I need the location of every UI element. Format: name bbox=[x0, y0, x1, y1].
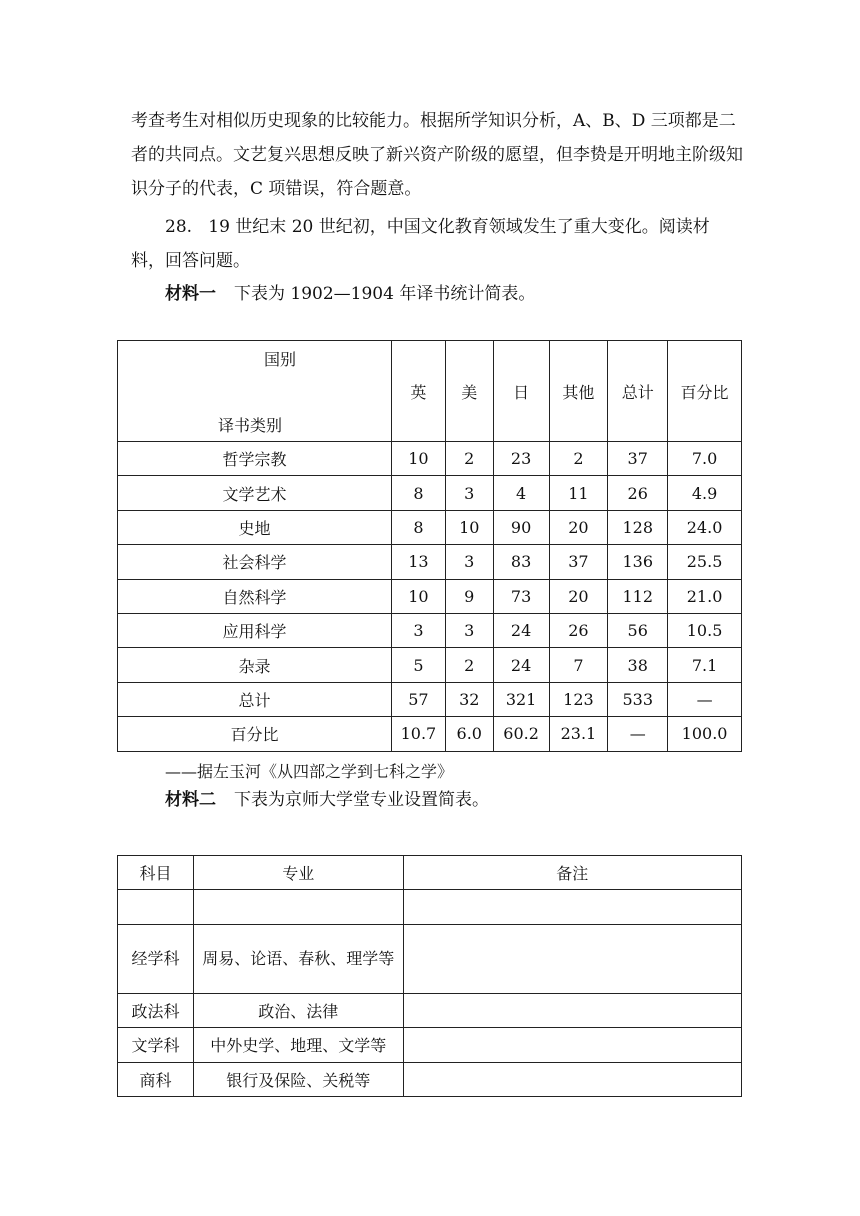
column-header: 美 bbox=[445, 341, 493, 442]
row-label: 文学艺术 bbox=[118, 476, 392, 510]
column-header: 其他 bbox=[549, 341, 608, 442]
table-cell: 3 bbox=[445, 545, 493, 579]
table-cell: 123 bbox=[549, 682, 608, 716]
material-1-label: 材料一 bbox=[165, 284, 216, 304]
table-cell: 128 bbox=[608, 510, 668, 544]
table-cell: 5 bbox=[391, 648, 445, 682]
row-label: 百分比 bbox=[118, 717, 392, 751]
column-header: 专业 bbox=[193, 856, 403, 890]
table-row bbox=[118, 476, 742, 510]
table-cell: 7.0 bbox=[668, 442, 742, 476]
table-row bbox=[118, 682, 742, 716]
row-label: 社会科学 bbox=[118, 545, 392, 579]
table-cell: 中外史学、地理、文学等 bbox=[193, 1028, 403, 1062]
table-cell: 60.2 bbox=[493, 717, 549, 751]
table-cell: 26 bbox=[608, 476, 668, 510]
table-cell: 2 bbox=[445, 648, 493, 682]
table-header-row bbox=[118, 341, 742, 442]
row-label: 政法科 bbox=[118, 993, 194, 1027]
table-row bbox=[118, 924, 742, 993]
material-2-caption: 下表为京师大学堂专业设置简表。 bbox=[234, 790, 489, 810]
source-citation: ——据左玉河《从四部之学到七科之学》 bbox=[165, 762, 454, 781]
table-cell: 3 bbox=[445, 476, 493, 510]
table-cell: 3 bbox=[445, 613, 493, 647]
table-cell bbox=[403, 993, 741, 1027]
university-majors-table bbox=[117, 855, 742, 1097]
table-cell: 24 bbox=[493, 613, 549, 647]
table-cell: 24 bbox=[493, 648, 549, 682]
row-label: 应用科学 bbox=[118, 613, 392, 647]
table-cell: 政治、法律 bbox=[193, 993, 403, 1027]
table-cell: 23.1 bbox=[549, 717, 608, 751]
row-label: 史地 bbox=[118, 510, 392, 544]
column-header: 备注 bbox=[403, 856, 741, 890]
table-cell: 21.0 bbox=[668, 579, 742, 613]
table-cell: 26 bbox=[549, 613, 608, 647]
table-header-row bbox=[118, 856, 742, 890]
material-1-caption: 下表为 1902—1904 年译书统计简表。 bbox=[234, 284, 536, 304]
table-cell: 11 bbox=[549, 476, 608, 510]
column-header: 总计 bbox=[608, 341, 668, 442]
table-cell: 20 bbox=[549, 579, 608, 613]
answer-explanation: 考查考生对相似历史现象的比较能力。根据所学知识分析，A、B、D 三项都是二者的共同点。文艺复兴思想反映了新兴资产阶级的愿望，但李贽是开明地主阶级知识分子的代表，C 项错误，符合题意。 bbox=[131, 111, 743, 199]
table-cell: 20 bbox=[549, 510, 608, 544]
table-cell: 4.9 bbox=[668, 476, 742, 510]
table-cell: 38 bbox=[608, 648, 668, 682]
table-row bbox=[118, 442, 742, 476]
table-cell: 4 bbox=[493, 476, 549, 510]
table-cell: 周易、论语、春秋、理学等 bbox=[193, 924, 403, 993]
row-label: 商科 bbox=[118, 1062, 194, 1096]
table-cell: 37 bbox=[549, 545, 608, 579]
row-label: 文学科 bbox=[118, 1028, 194, 1062]
column-header: 百分比 bbox=[668, 341, 742, 442]
material-2-heading bbox=[165, 786, 489, 814]
row-label: 经学科 bbox=[118, 924, 194, 993]
table-cell: 73 bbox=[493, 579, 549, 613]
table-cell: 8 bbox=[391, 476, 445, 510]
row-label: 哲学宗教 bbox=[118, 442, 392, 476]
table-cell: 533 bbox=[608, 682, 668, 716]
table-cell: 32 bbox=[445, 682, 493, 716]
question-text: 19 世纪末 20 世纪初，中国文化教育领域发生了重大变化。阅读材料，回答问题。 bbox=[131, 217, 710, 271]
table-cell: 56 bbox=[608, 613, 668, 647]
table-cell: 银行及保险、关税等 bbox=[193, 1062, 403, 1096]
material-2-label: 材料二 bbox=[165, 790, 216, 810]
table-row bbox=[118, 890, 742, 924]
table-cell bbox=[193, 890, 403, 924]
table-cell bbox=[403, 890, 741, 924]
question-28 bbox=[131, 210, 743, 278]
table-cell: 100.0 bbox=[668, 717, 742, 751]
table-cell: 25.5 bbox=[668, 545, 742, 579]
table-row bbox=[118, 613, 742, 647]
table-cell: 90 bbox=[493, 510, 549, 544]
question-number: 28. bbox=[165, 217, 193, 237]
table-cell: 10 bbox=[445, 510, 493, 544]
table-cell: 6.0 bbox=[445, 717, 493, 751]
table-row bbox=[118, 648, 742, 682]
table-row bbox=[118, 510, 742, 544]
table-row bbox=[118, 1062, 742, 1096]
table-cell bbox=[403, 1062, 741, 1096]
table-cell: 10.5 bbox=[668, 613, 742, 647]
table-row bbox=[118, 717, 742, 751]
table-cell: 83 bbox=[493, 545, 549, 579]
row-label: 总计 bbox=[118, 682, 392, 716]
table-cell: 8 bbox=[391, 510, 445, 544]
table-cell: 10 bbox=[391, 442, 445, 476]
row-label: 自然科学 bbox=[118, 579, 392, 613]
table-cell: 24.0 bbox=[668, 510, 742, 544]
table-cell: 2 bbox=[549, 442, 608, 476]
header-country: 国别 bbox=[264, 350, 297, 369]
table-row bbox=[118, 545, 742, 579]
column-header: 科目 bbox=[118, 856, 194, 890]
material-1-heading bbox=[165, 280, 535, 308]
table-cell: 7.1 bbox=[668, 648, 742, 682]
table-cell: 37 bbox=[608, 442, 668, 476]
table-cell: 2 bbox=[445, 442, 493, 476]
table-cell: 23 bbox=[493, 442, 549, 476]
table-row bbox=[118, 579, 742, 613]
table-cell: 3 bbox=[391, 613, 445, 647]
table-cell: 321 bbox=[493, 682, 549, 716]
table-cell: 136 bbox=[608, 545, 668, 579]
table-cell: 7 bbox=[549, 648, 608, 682]
table-row bbox=[118, 993, 742, 1027]
row-label: 杂录 bbox=[118, 648, 392, 682]
table-cell: 9 bbox=[445, 579, 493, 613]
table-cell: 10 bbox=[391, 579, 445, 613]
table-cell: 13 bbox=[391, 545, 445, 579]
table-cell: 10.7 bbox=[391, 717, 445, 751]
table-cell: — bbox=[668, 682, 742, 716]
table-cell bbox=[403, 1028, 741, 1062]
table-row bbox=[118, 1028, 742, 1062]
translation-stats-table bbox=[117, 340, 742, 752]
table-cell: — bbox=[608, 717, 668, 751]
table-cell: 57 bbox=[391, 682, 445, 716]
header-category: 译书类别 bbox=[218, 416, 283, 435]
column-header: 日 bbox=[493, 341, 549, 442]
table-cell bbox=[403, 924, 741, 993]
diagonal-header-cell bbox=[118, 341, 392, 442]
table-cell: 112 bbox=[608, 579, 668, 613]
column-header: 英 bbox=[391, 341, 445, 442]
table-cell bbox=[118, 890, 194, 924]
